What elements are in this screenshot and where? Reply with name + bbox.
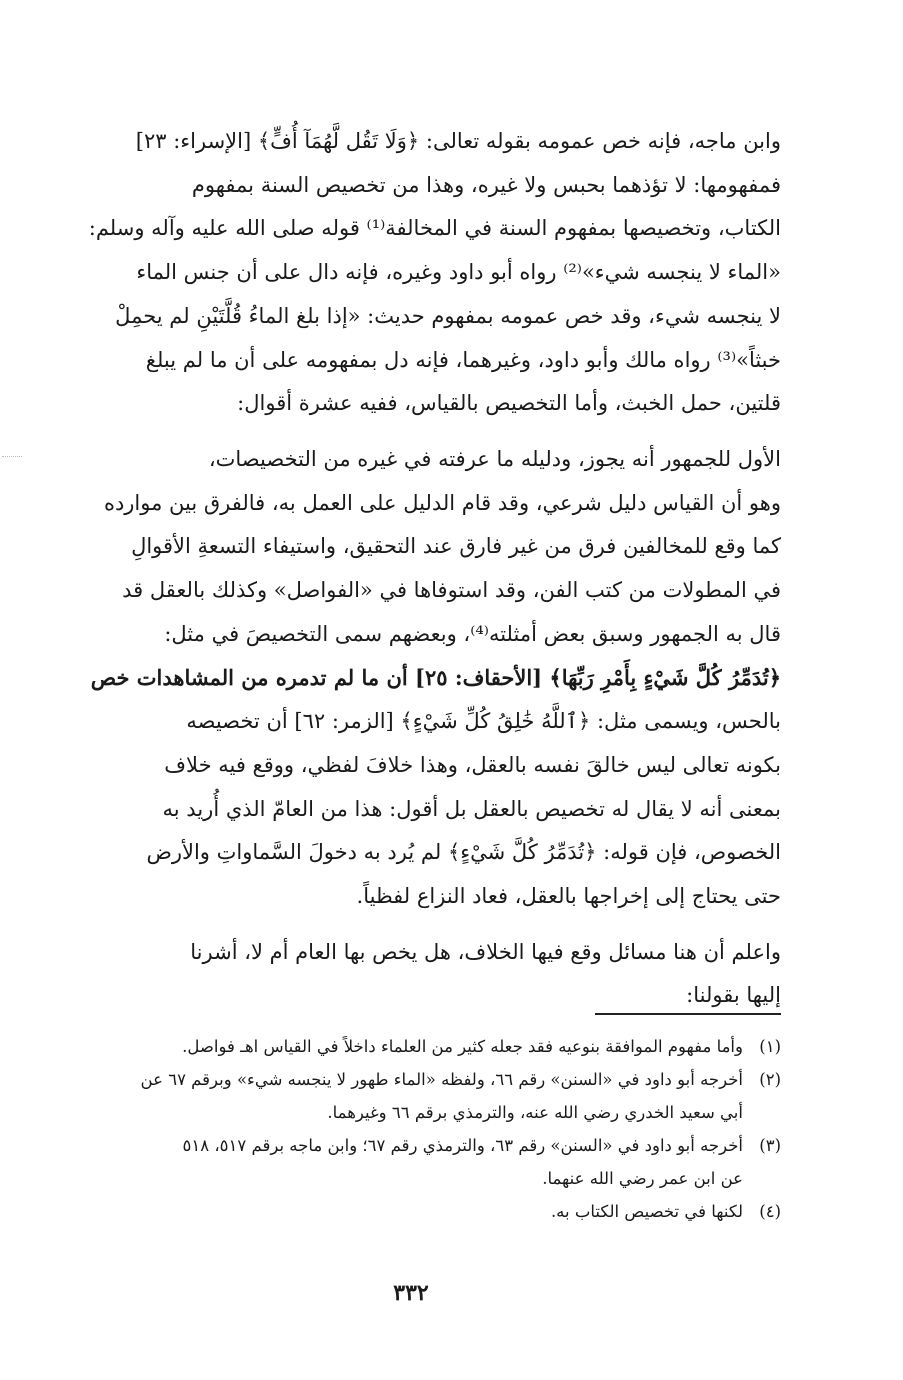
text-line: الخصوص، فإن قوله: ﴿تُدَمِّرُ كُلَّ شَيْءٍ﴾ لم يُرد به دخولَ السَّماواتِ والأرض bbox=[146, 840, 781, 865]
text-line: إليها بقولنا: bbox=[686, 983, 781, 1008]
footnote-text: وأما مفهوم الموافقة بنوعيه فقد جعله كثير من العلماء داخلاً في القياس اهـ فواصل. bbox=[182, 1037, 743, 1056]
text-line: فمفهومها: لا تؤذهما بحبس ولا غيره، وهذا من تخصيص السنة بمفهوم bbox=[191, 172, 781, 197]
margin-mark bbox=[2, 456, 22, 457]
footnote-number: (٤) bbox=[759, 1202, 781, 1221]
footnote-number: (١) bbox=[759, 1037, 781, 1056]
paragraph-3 bbox=[88, 931, 781, 1018]
footnote-line bbox=[88, 1129, 781, 1162]
text-line: الأول للجمهور أنه يجوز، ودليله ما عرفته في غيره من التخصيصات، bbox=[208, 446, 781, 471]
text-line: خبثاً»⁽³⁾ رواه مالك وأبو داود، وغيرهما، فإنه دل بمفهومه على أن ما لم يبلغ bbox=[145, 347, 781, 372]
footnote-4 bbox=[88, 1195, 781, 1228]
text-line: بمعنى أنه لا يقال له تخصيص بالعقل بل أقول: هذا من العامّ الذي أُريد به bbox=[162, 796, 781, 821]
footnote-3 bbox=[88, 1129, 781, 1195]
text-line: وهو أن القياس دليل شرعي، وقد قام الدليل على العمل به، فالفرق بين موارده bbox=[103, 490, 781, 515]
text-line: في المطولات من كتب الفن، وقد استوفاها في «الفواصل» وكذلك بالعقل قد bbox=[122, 578, 781, 603]
footnote-text: لكنها في تخصيص الكتاب به. bbox=[550, 1202, 743, 1221]
text-line: حتى يحتاج إلى إخراجها بالعقل، فعاد النزاع لفظياً. bbox=[356, 883, 781, 908]
text-line: «الماء لا ينجسه شيء»⁽²⁾ رواه أبو داود وغيره، فإنه دال على أن جنس الماء bbox=[136, 260, 781, 285]
text-line: واعلم أن هنا مسائل وقع فيها الخلاف، هل يخص بها العام أم لا، أشرنا bbox=[190, 939, 781, 964]
paragraph-1 bbox=[88, 120, 781, 426]
text-line: لا ينجسه شيء، وقد خص عمومه بمفهوم حديث: «إذا بلغ الماءُ قُلَّتَيْنِ لم يحمِلْ bbox=[115, 303, 781, 328]
text-line: قال به الجمهور وسبق بعض أمثلته⁽⁴⁾، وبعضهم سمى التخصيصَ في مثل: bbox=[164, 621, 781, 646]
footnote-line: أبي سعيد الخدري رضي الله عنه، والترمذي برقم ٦٦ وغيرهما. bbox=[327, 1103, 743, 1122]
footnote-line bbox=[88, 1063, 781, 1096]
footnote-1 bbox=[88, 1030, 781, 1063]
footnote-line bbox=[88, 1030, 781, 1063]
paragraph-2 bbox=[88, 438, 781, 919]
text-line: قلتين، حمل الخبث، وأما التخصيص بالقياس، ففيه عشرة أقوال: bbox=[237, 391, 781, 416]
footnote-number: (٢) bbox=[759, 1070, 781, 1089]
footnote-text: أخرجه أبو داود في «السنن» رقم ٦٦، ولفظه «الماء طهور لا ينجسه شيء» وبرقم ٦٧ عن bbox=[140, 1070, 743, 1089]
footnotes bbox=[88, 1030, 781, 1228]
footnote-separator bbox=[595, 1013, 781, 1015]
footnote-2 bbox=[88, 1063, 781, 1129]
text-line: ﴿تُدَمِّرُ كُلَّ شَيْءٍ بِأَمْرِ رَبِّهَا﴾ [الأحقاف: ٢٥] أن ما لم تدمره من المشاهدات خص bbox=[90, 665, 781, 691]
text-line: الكتاب، وتخصيصها بمفهوم السنة في المخالفة⁽¹⁾ قوله صلى الله عليه وآله وسلم: bbox=[88, 216, 781, 241]
footnote-line bbox=[88, 1195, 781, 1228]
text-line: كما وقع للمخالفين فرق من غير فارق عند التحقيق، واستيفاء التسعةِ الأقوالِ bbox=[131, 534, 781, 559]
text-line: بالحس، ويسمى مثل: ﴿ٱللَّهُ خَٰلِقُ كُلِّ شَيْءٍ﴾ [الزمر: ٦٢] أن تخصيصه bbox=[186, 709, 781, 734]
footnote-number: (٣) bbox=[759, 1136, 781, 1155]
page-number: ٣٣٢ bbox=[393, 1280, 429, 1306]
footnote-text: أخرجه أبو داود في «السنن» رقم ٦٣، والترمذي رقم ٦٧؛ وابن ماجه برقم ٥١٧، ٥١٨ bbox=[182, 1136, 743, 1155]
text-line: وابن ماجه، فإنه خص عمومه بقوله تعالى: ﴿وَلَا تَقُل لَّهُمَآ أُفٍّ﴾ [الإسراء: ٢٣] bbox=[135, 129, 781, 153]
text-line: بكونه تعالى ليس خالقَ نفسه بالعقل، وهذا خلافَ لفظي، ووقع فيه خلاف bbox=[164, 752, 781, 777]
main-text bbox=[88, 120, 781, 1018]
footnote-line: عن ابن عمر رضي الله عنهما. bbox=[542, 1169, 743, 1188]
